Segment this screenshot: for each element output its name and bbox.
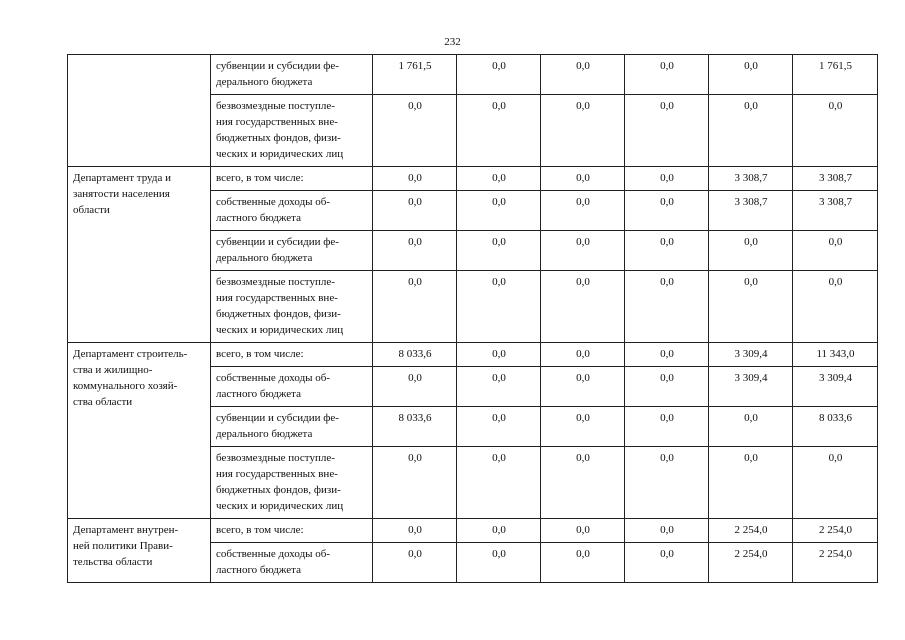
amount-cell: 0,0 (541, 407, 625, 447)
amount-cell: 8 033,6 (373, 407, 457, 447)
amount-cell: 0,0 (625, 343, 709, 367)
funding-source-cell (211, 447, 373, 519)
amount-cell: 0,0 (373, 191, 457, 231)
funding-source-label: безвозмездные поступле- ния государственных вне- бюджетных фондов, физи- ческих и юридических лиц (216, 452, 344, 512)
amount-cell: 0,0 (625, 231, 709, 271)
amount-cell: 0,0 (541, 231, 625, 271)
amount-cell: 0,0 (457, 407, 541, 447)
amount-cell: 0,0 (709, 407, 793, 447)
amount-cell: 0,0 (709, 55, 793, 95)
amount-cell: 0,0 (541, 95, 625, 167)
amount-cell: 0,0 (541, 543, 625, 583)
amount-cell: 0,0 (625, 55, 709, 95)
funding-source-cell (211, 55, 373, 95)
funding-source-cell (211, 191, 373, 231)
amount-cell: 0,0 (373, 167, 457, 191)
amount-cell: 2 254,0 (793, 543, 878, 583)
amount-cell: 0,0 (541, 367, 625, 407)
funding-source-label: безвозмездные поступле- ния государственных вне- бюджетных фондов, физи- ческих и юридических лиц (216, 276, 344, 336)
funding-source-cell (211, 95, 373, 167)
amount-cell: 0,0 (457, 447, 541, 519)
department-cell (68, 167, 211, 343)
funding-source-label: всего, в том числе: (216, 172, 304, 184)
amount-cell: 0,0 (457, 343, 541, 367)
funding-source-label: всего, в том числе: (216, 348, 304, 360)
table-row (68, 519, 878, 543)
table-row (68, 343, 878, 367)
amount-cell: 0,0 (709, 231, 793, 271)
amount-cell: 0,0 (373, 543, 457, 583)
amount-cell: 0,0 (373, 447, 457, 519)
amount-cell: 0,0 (457, 167, 541, 191)
amount-cell: 0,0 (373, 231, 457, 271)
amount-cell: 0,0 (541, 167, 625, 191)
funding-source-cell (211, 367, 373, 407)
amount-cell: 0,0 (541, 519, 625, 543)
department-cell (68, 343, 211, 519)
amount-cell: 2 254,0 (793, 519, 878, 543)
department-name: Департамент внутрен- ней политики Прави- тельства области (73, 524, 179, 568)
funding-source-label: собственные доходы об- ластного бюджета (216, 196, 331, 224)
amount-cell: 0,0 (625, 543, 709, 583)
amount-cell: 3 309,4 (709, 343, 793, 367)
amount-cell: 1 761,5 (793, 55, 878, 95)
table-row (68, 167, 878, 191)
amount-cell: 11 343,0 (793, 343, 878, 367)
amount-cell: 0,0 (373, 367, 457, 407)
page-number: 232 (444, 36, 461, 48)
amount-cell: 8 033,6 (373, 343, 457, 367)
amount-cell: 0,0 (793, 95, 878, 167)
amount-cell: 2 254,0 (709, 543, 793, 583)
funding-source-cell (211, 167, 373, 191)
amount-cell: 0,0 (541, 271, 625, 343)
funding-source-label: субвенции и субсидии фе- дерального бюджета (216, 412, 339, 440)
amount-cell: 0,0 (709, 271, 793, 343)
amount-cell: 3 308,7 (709, 191, 793, 231)
amount-cell: 0,0 (625, 447, 709, 519)
amount-cell: 0,0 (793, 271, 878, 343)
funding-source-cell (211, 343, 373, 367)
amount-cell: 0,0 (541, 447, 625, 519)
funding-source-cell (211, 519, 373, 543)
funding-source-label: собственные доходы об- ластного бюджета (216, 548, 331, 576)
amount-cell: 3 308,7 (793, 167, 878, 191)
department-name: Департамент труда и занятости населения области (73, 172, 171, 216)
amount-cell: 3 308,7 (709, 167, 793, 191)
amount-cell: 3 309,4 (709, 367, 793, 407)
funding-source-cell (211, 271, 373, 343)
amount-cell: 0,0 (457, 55, 541, 95)
amount-cell: 2 254,0 (709, 519, 793, 543)
funding-source-label: всего, в том числе: (216, 524, 304, 536)
amount-cell: 0,0 (457, 519, 541, 543)
amount-cell: 0,0 (373, 95, 457, 167)
amount-cell: 0,0 (457, 95, 541, 167)
amount-cell: 3 309,4 (793, 367, 878, 407)
amount-cell: 3 308,7 (793, 191, 878, 231)
amount-cell: 0,0 (709, 95, 793, 167)
amount-cell: 0,0 (541, 191, 625, 231)
amount-cell: 0,0 (625, 95, 709, 167)
amount-cell: 0,0 (625, 167, 709, 191)
funding-source-label: безвозмездные поступле- ния государственных вне- бюджетных фондов, физи- ческих и юридических лиц (216, 100, 344, 160)
funding-source-cell (211, 407, 373, 447)
amount-cell: 0,0 (625, 367, 709, 407)
table-row (68, 55, 878, 95)
funding-source-label: собственные доходы об- ластного бюджета (216, 372, 331, 400)
amount-cell: 0,0 (625, 519, 709, 543)
amount-cell: 0,0 (625, 191, 709, 231)
amount-cell: 0,0 (373, 519, 457, 543)
amount-cell: 1 761,5 (373, 55, 457, 95)
funding-source-cell (211, 543, 373, 583)
amount-cell: 0,0 (457, 543, 541, 583)
amount-cell: 8 033,6 (793, 407, 878, 447)
department-cell (68, 519, 211, 583)
amount-cell: 0,0 (457, 191, 541, 231)
amount-cell: 0,0 (793, 447, 878, 519)
amount-cell: 0,0 (457, 231, 541, 271)
funding-source-label: субвенции и субсидии фе- дерального бюджета (216, 60, 339, 88)
amount-cell: 0,0 (457, 271, 541, 343)
department-name: Департамент строитель- ства и жилищно- коммунального хозяй- ства области (73, 348, 188, 408)
amount-cell: 0,0 (793, 231, 878, 271)
amount-cell: 0,0 (541, 55, 625, 95)
funding-source-cell (211, 231, 373, 271)
funding-source-label: субвенции и субсидии фе- дерального бюджета (216, 236, 339, 264)
department-cell (68, 55, 211, 167)
amount-cell: 0,0 (625, 407, 709, 447)
budget-table (67, 54, 878, 583)
amount-cell: 0,0 (541, 343, 625, 367)
amount-cell: 0,0 (625, 271, 709, 343)
amount-cell: 0,0 (373, 271, 457, 343)
amount-cell: 0,0 (709, 447, 793, 519)
amount-cell: 0,0 (457, 367, 541, 407)
